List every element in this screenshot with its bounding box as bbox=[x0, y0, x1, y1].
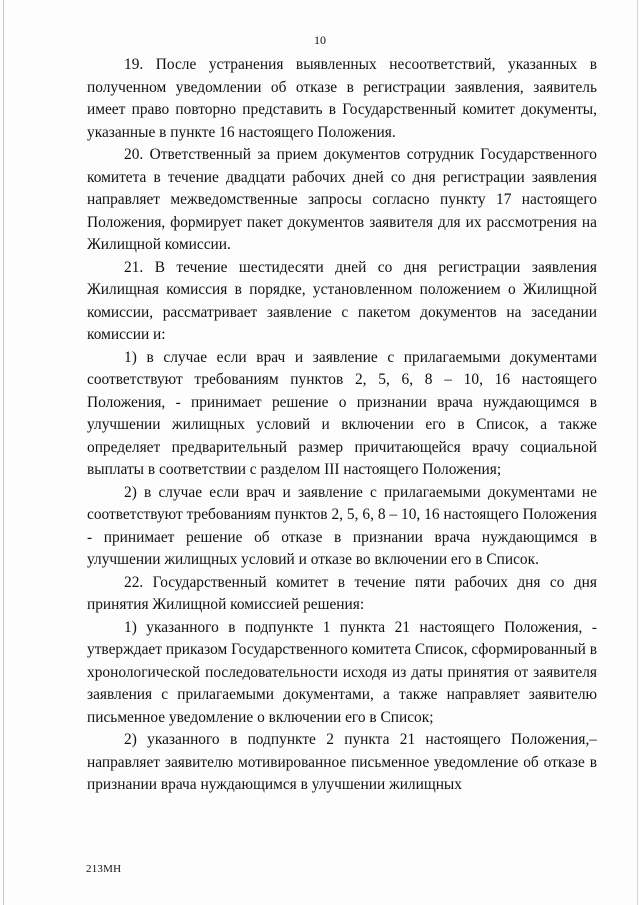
document-body bbox=[87, 54, 597, 797]
page-edge-left bbox=[3, 0, 4, 905]
paragraph-21-subitem-2: 2) в случае если врач и заявление с прилагаемыми документами не соответствуют требованиям пунктов 2, 5, 6, 8 – 10, 16 настоящего Положения - принимает решение об отказе в признании врача нуждающимся в улучшении жилищных условий и отказе во включении его в Список. bbox=[87, 483, 597, 568]
paragraph-21: 21. В течение шестидесяти дней со дня регистрации заявления Жилищная комиссия в порядке, установленном положением о Жилищной комиссии, рассматривает заявление с пакетом документов на заседании комиссии и: bbox=[87, 258, 597, 343]
paragraph-22-subitem-1: 1) указанного в подпункте 1 пункта 21 настоящего Положения, - утверждает приказом Государственного комитета Список, сформированный в хронологической последовательности исходя из даты принятия от заявителя заявления с прилагаемыми документами, а также направляет заявителю письменное уведомление о включении его в Список; bbox=[87, 618, 597, 726]
paragraph-20: 20. Ответственный за прием документов сотрудник Государственного комитета в течение двадцати рабочих дней со дня регистрации заявления направляет межведомственные запросы согласно пункту 17 настоящего Положения, формирует пакет документов заявителя для их рассмотрения на Жилищной комиссии. bbox=[87, 146, 597, 253]
paragraph-19: 19. После устранения выявленных несоответствий, указанных в полученном уведомлении об отказе в регистрации заявления, заявитель имеет право повторно представить в Государственный комитет документы, указанные в пункте 16 настоящего Положения. bbox=[87, 56, 597, 141]
footer-document-code: 213МН bbox=[86, 863, 122, 875]
paragraph-22: 22. Государственный комитет в течение пяти рабочих дня со дня принятия Жилищной комиссией решения: bbox=[87, 573, 597, 613]
page-edge-right bbox=[637, 0, 638, 905]
paragraph-21-subitem-1: 1) в случае если врач и заявление с прилагаемыми документами соответствуют требованиям пунктов 2, 5, 6, 8 – 10, 16 настоящего Положения, - принимает решение о признании врача нуждающимся в улучшении жилищных условий и включении его в Список, а также определяет предварительный размер причитающейся врачу социальной выплаты в соответствии с разделом III настоящего Положения; bbox=[87, 348, 597, 478]
page-number: 10 bbox=[314, 33, 326, 47]
paragraph-22-subitem-2: 2) указанного в подпункте 2 пункта 21 настоящего Положения,– направляет заявителю мотивированное письменное уведомление об отказе в признании врача нуждающимся в улучшении жилищных bbox=[87, 731, 597, 793]
